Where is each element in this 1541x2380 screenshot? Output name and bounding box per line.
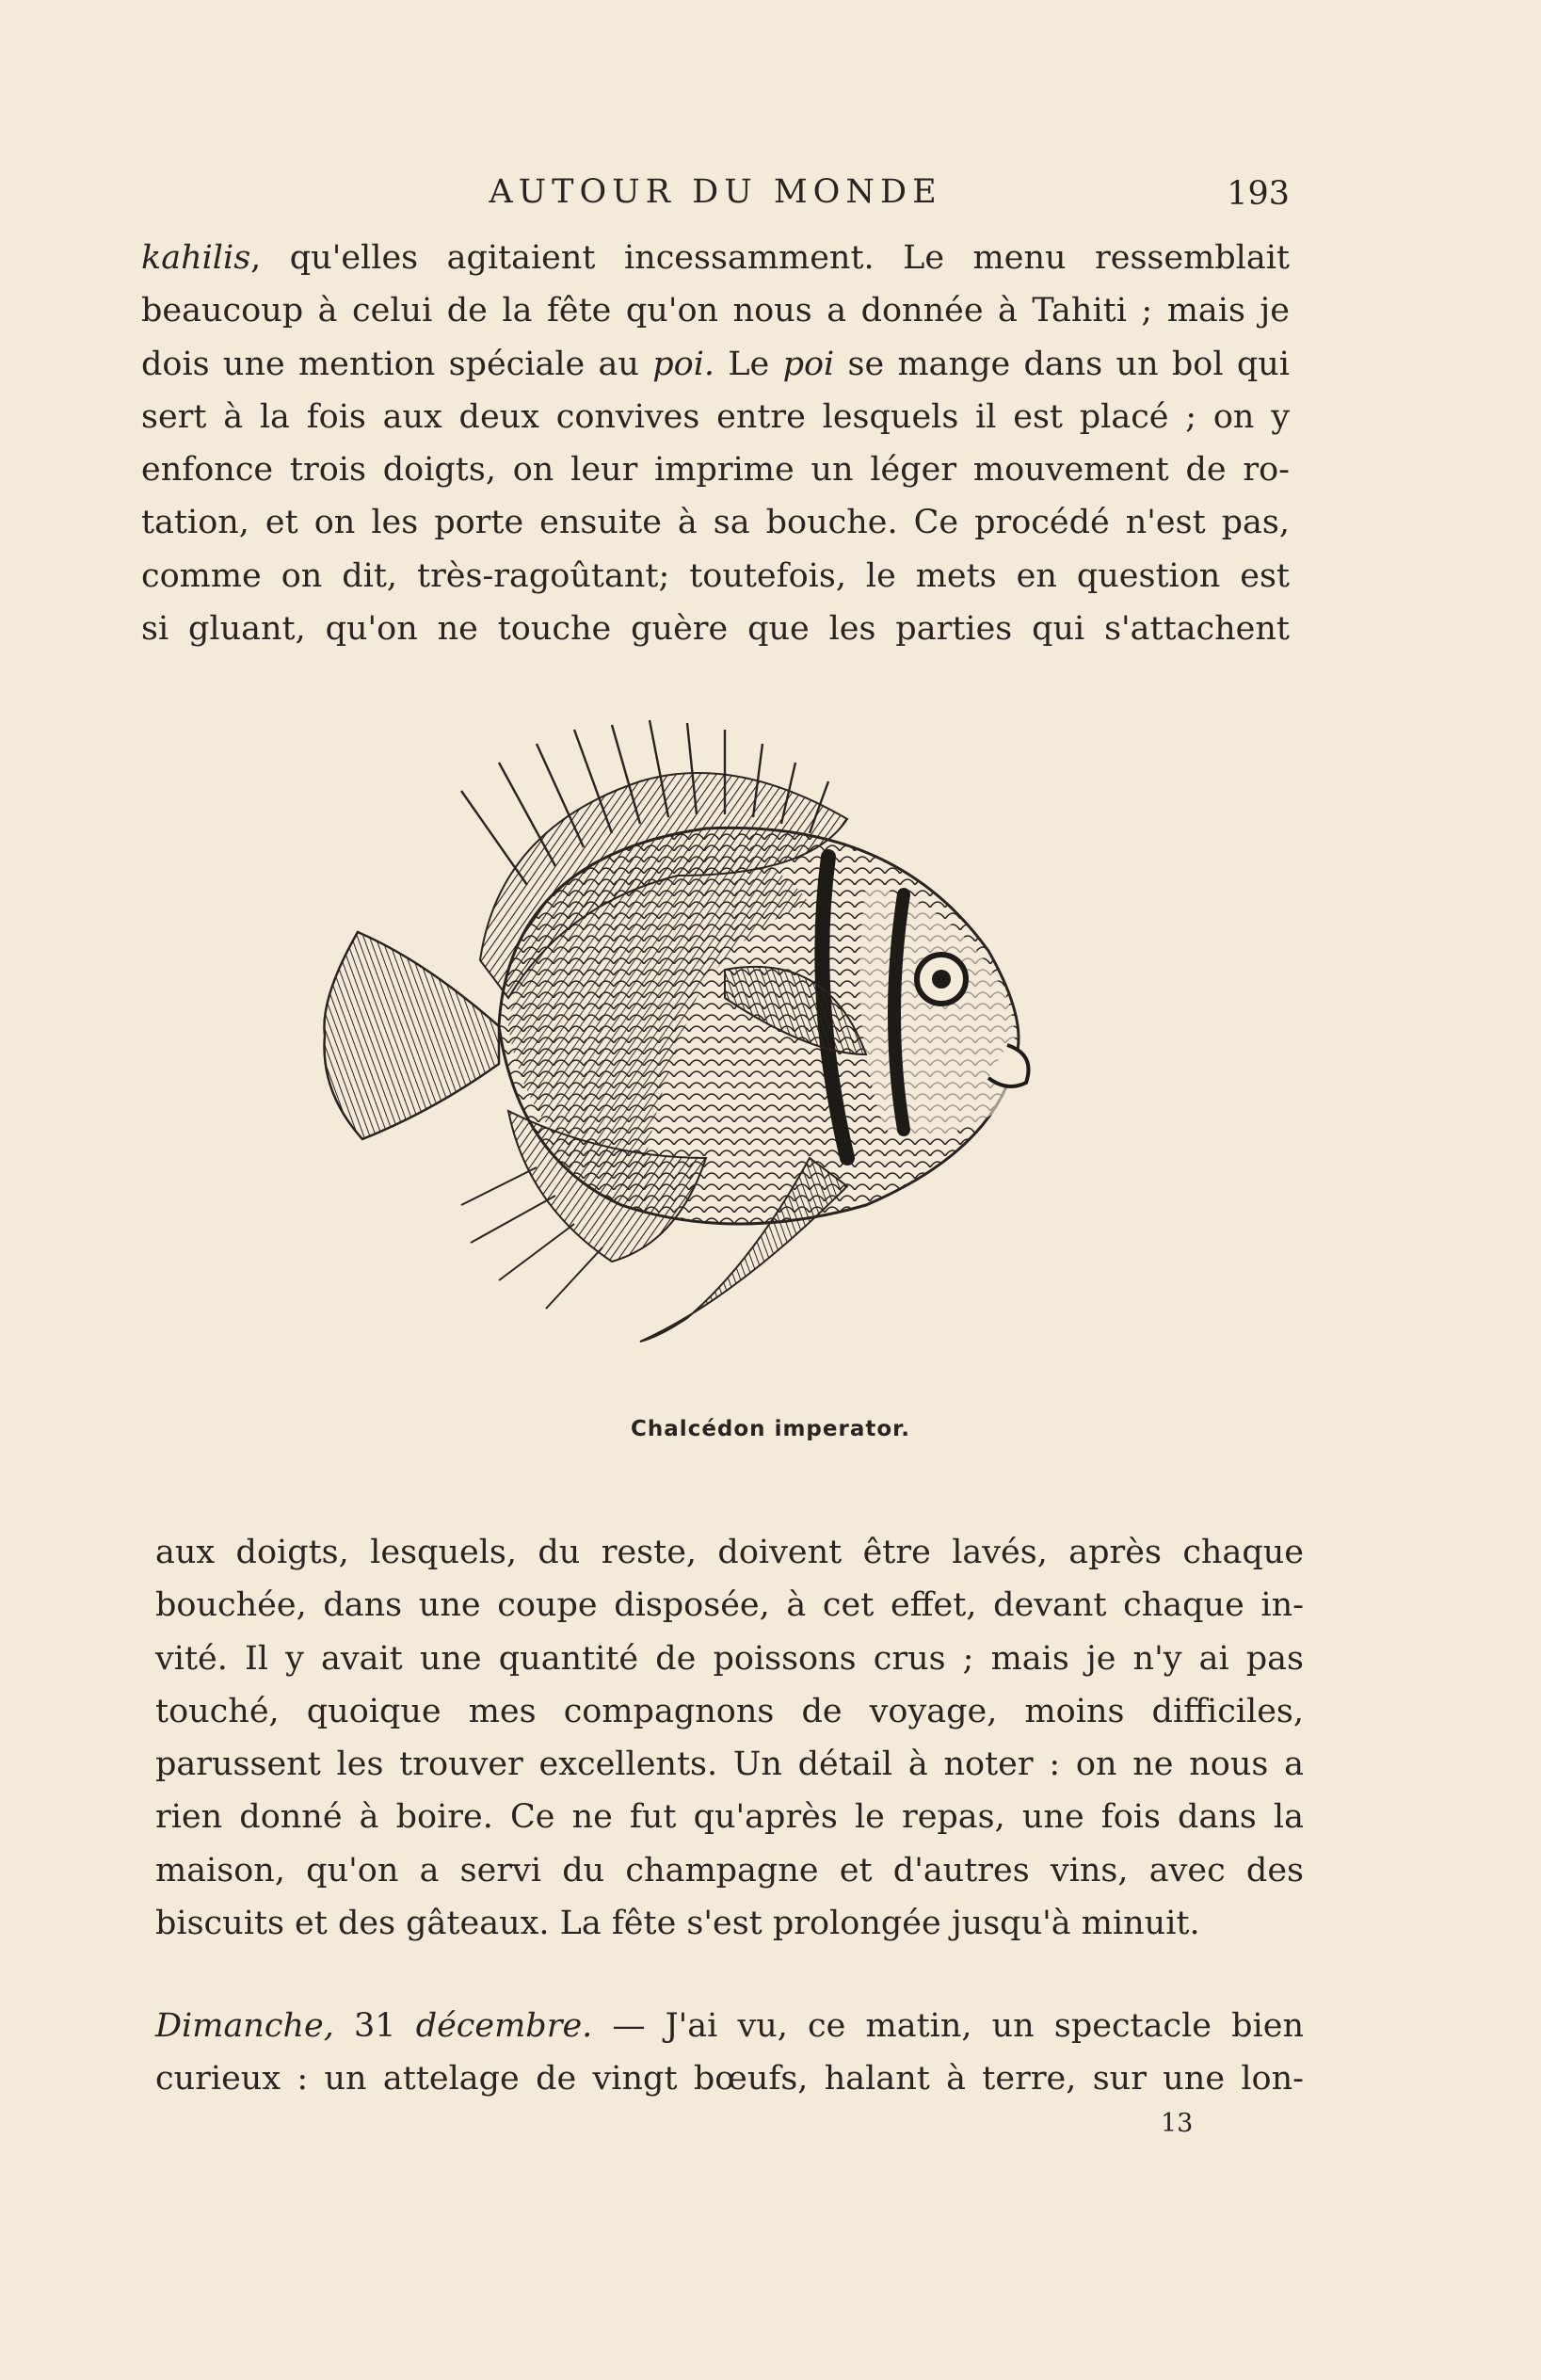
text-line: comme on dit, très-ragoûtant; toutefois, le mets en question est [141,556,1290,595]
page-header [141,169,1290,226]
text-line: rien donné à boire. Ce ne fut qu'après le repas, une fois dans la [155,1798,1304,1837]
text-line: aux doigts, lesquels, du reste, doivent être lavés, après chaque [155,1534,1304,1571]
text-line: curieux : un attelage de vingt bœufs, halant à terre, sur une lon- [155,2060,1304,2099]
figure-caption: Chalcédon imperator. [631,1417,910,1441]
text-line: enfonce trois doigts, on leur imprime un léger mouvement de ro- [141,451,1290,490]
text-line: touché, quoique mes compagnons de voyage, moins difficiles, [155,1692,1304,1730]
text-line: si gluant, qu'on ne touche guère que les parties qui s'attachent [141,610,1290,649]
paragraph-2 [155,1526,1304,1950]
text-line: dois une mention spéciale au poi. Le poi se mange dans un bol qui [141,345,1290,383]
text-line: kahilis, qu'elles agitaient incessamment. Le menu ressemblait [141,239,1290,277]
text-line: maison, qu'on a servi du champagne et d'autres vins, avec des [155,1851,1304,1890]
text-line: sert à la fois aux deux convives entre lesquels il est placé ; on y [141,397,1290,436]
text-line: bouchée, dans une coupe disposée, à cet effet, devant chaque in- [155,1586,1304,1625]
fish-engraving [282,716,1167,1412]
signature-mark: 13 [1161,2109,1194,2138]
running-title: AUTOUR DU MONDE [489,173,942,211]
text-line: parussent les trouver excellents. Un détail à noter : on ne nous a [155,1745,1304,1784]
text-line: vité. Il y avait une quantité de poissons crus ; mais je n'y ai pas [155,1639,1304,1678]
paragraph-3 [155,2000,1304,2106]
text-line: Dimanche, 31 décembre. — J'ai vu, ce matin, un spectacle bien [155,2007,1304,2045]
text-line: beaucoup à celui de la fête qu'on nous a donnée à Tahiti ; mais je [141,292,1290,330]
paragraph-1 [141,232,1290,655]
page-number: 193 [1227,175,1290,213]
fish-illustration [282,716,1167,1412]
text-line: tation, et on les porte ensuite à sa bouche. Ce procédé n'est pas, [141,504,1290,542]
text-line: biscuits et des gâteaux. La fête s'est prolongée jusqu'à minuit. [155,1905,1200,1943]
